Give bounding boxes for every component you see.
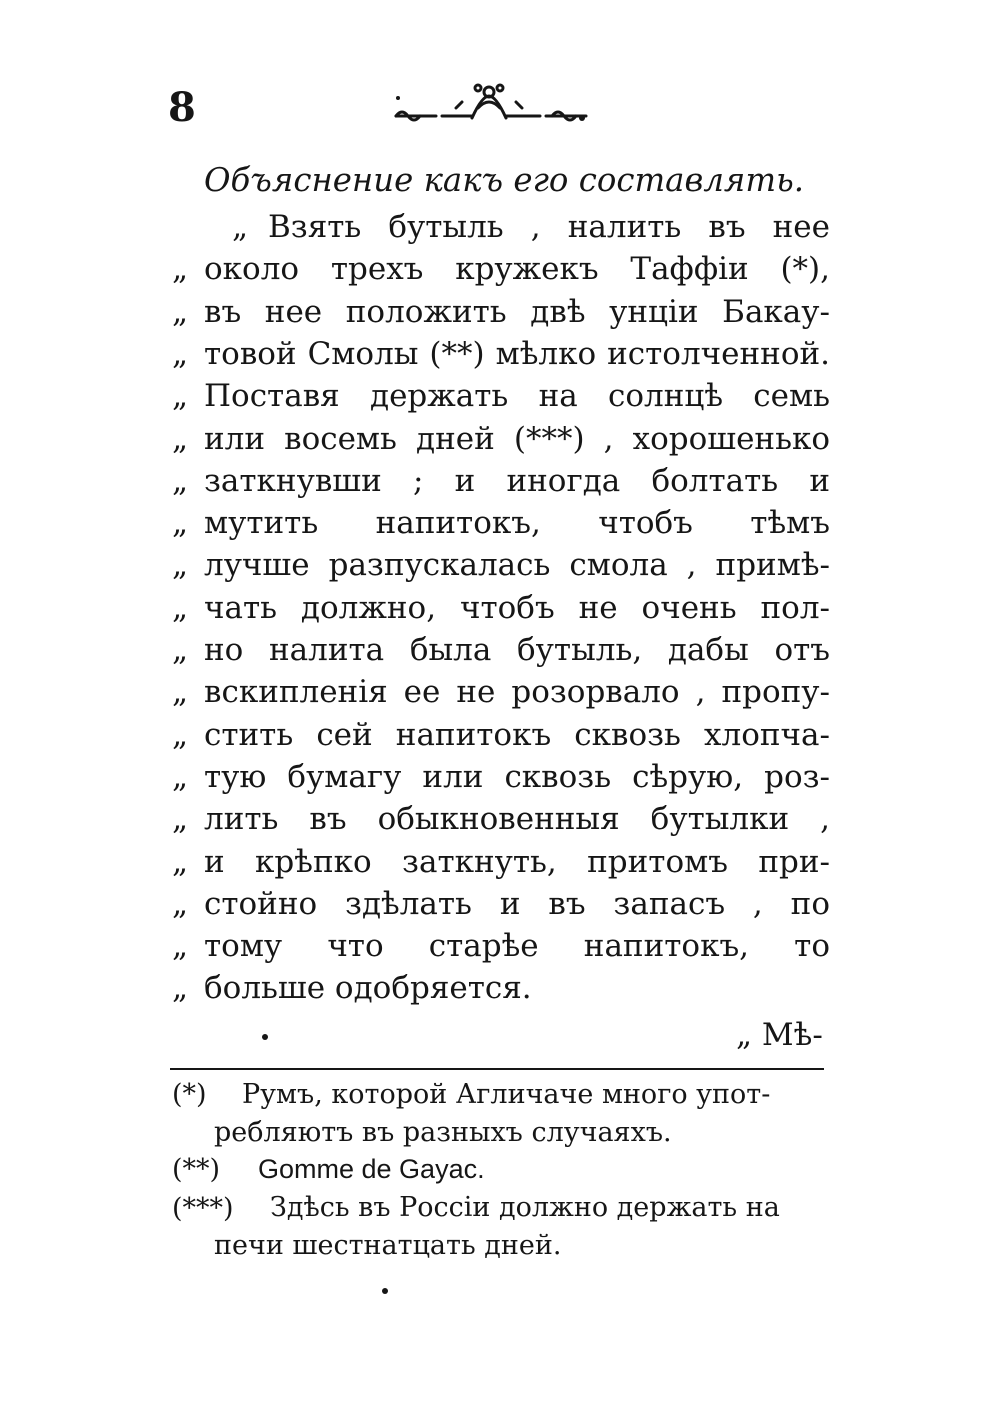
body-line: или восемь дней (***) , хорошенько (204, 421, 830, 457)
body-line: Взять бутыль , налить въ нее (268, 209, 830, 245)
footnote-divider (170, 1068, 824, 1070)
body-line: тую бумагу или сквозь сѣрую, роз- (204, 759, 830, 795)
footnote-2-mark: (**) (172, 1154, 221, 1185)
quote-mark: „ (172, 844, 189, 880)
footnote-1-mark: (*) (172, 1079, 207, 1110)
quote-mark: „ (172, 251, 189, 287)
footnote-3-mark: (***) (172, 1193, 234, 1224)
quote-mark: „ (172, 886, 189, 922)
body-line: около трехъ кружекъ Таффiи (*), (204, 251, 830, 287)
quote-mark: „ (172, 717, 189, 753)
footnote-3-line-2: печи шестнатцать дней. (214, 1230, 562, 1261)
printer-mark-dot (382, 1288, 388, 1294)
body-line: мутить напитокъ, чтобъ тѣмъ (204, 505, 830, 541)
body-line: товой Смолы (**) мѣлко истолченной. (204, 336, 830, 372)
quote-mark: „ (172, 590, 189, 626)
catchword: „ Мѣ- (736, 1017, 823, 1053)
decorative-headpiece-ornament (382, 78, 596, 134)
body-line: вскипленiя ее не розорвало , пропу- (204, 674, 830, 710)
quote-mark: „ (172, 463, 189, 499)
body-line: чать должно, чтобъ не очень пол- (204, 590, 830, 626)
quote-mark: „ (172, 759, 189, 795)
footnote-1-line-1: Румъ, которой Агличаче много упот- (242, 1079, 771, 1110)
footnote-1-line-2: ребляютъ въ разныхъ случаяхъ. (214, 1117, 672, 1148)
body-line: но налита была бутыль, дабы отъ (204, 632, 830, 668)
printer-mark-dot (262, 1034, 268, 1040)
quote-mark: „ (172, 632, 189, 668)
quote-mark: „ (172, 294, 189, 330)
quote-mark: „ (172, 547, 189, 583)
quote-mark: „ (172, 378, 189, 414)
quote-mark: „ (232, 209, 249, 245)
body-line: въ нее положить двѣ унцiи Бакау- (204, 294, 830, 330)
body-line: заткнувши ; и иногда болтать и (204, 463, 830, 499)
quote-mark: „ (172, 801, 189, 837)
body-line: лучше разпускалась смола , примѣ- (204, 547, 830, 583)
body-line: лить въ обыкновенныя бутылки , (204, 801, 830, 837)
body-line: стить сей напитокъ сквозь хлопча- (204, 717, 830, 753)
body-line: и крѣпко заткнуть, притомъ при- (204, 844, 830, 880)
quote-mark: „ (172, 674, 189, 710)
footnote-2-line-1: Gomme de Gayac. (258, 1154, 485, 1184)
quote-mark: „ (172, 421, 189, 457)
page-number: 8 (168, 84, 196, 131)
quote-mark: „ (172, 970, 189, 1006)
quote-mark: „ (172, 336, 189, 372)
body-line: тому что старѣе напитокъ, то (204, 928, 830, 964)
body-line: Поставя держать на солнцѣ семь (204, 378, 830, 414)
footnote-3-line-1: Здѣсь въ Россiи должно держать на (270, 1192, 780, 1223)
quote-mark: „ (172, 505, 189, 541)
body-line: стойно здѣлать и въ запасъ , по (204, 886, 830, 922)
body-line: больше одобряется. (204, 970, 532, 1006)
quote-mark: „ (172, 928, 189, 964)
section-heading: Объяснение какъ его составлять. (204, 160, 804, 199)
